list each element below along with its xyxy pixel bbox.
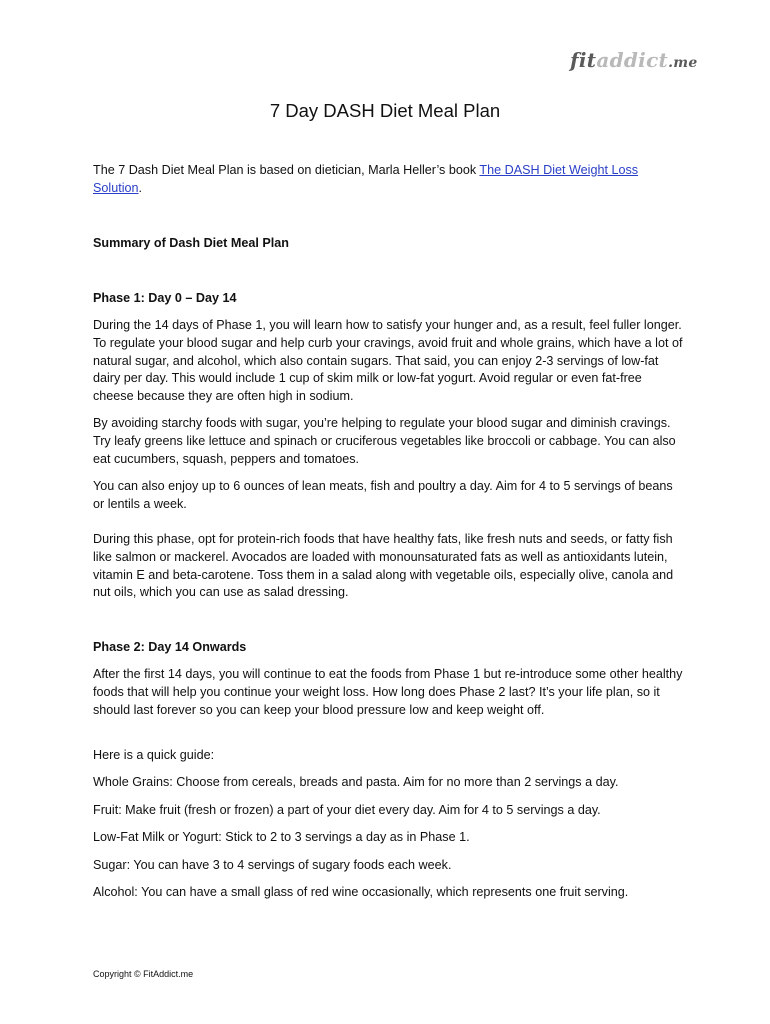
phase2-heading: Phase 2: Day 14 Onwards xyxy=(93,640,247,654)
intro-paragraph xyxy=(93,162,685,198)
guide-alcohol: Alcohol: You can have a small glass of red wine occasionally, which represents one fruit serving. xyxy=(93,885,629,899)
phase2-paragraph-1: After the first 14 days, you will continue to eat the foods from Phase 1 but re-introduce some other healthy foods that will help you continue your weight loss. How long does Phase 2 last? It’s your life plan, so it should last forever so you can keep your blood pressure low and keep weight off. xyxy=(93,667,683,717)
book-link[interactable]: The DASH Diet Weight Loss Solution xyxy=(93,163,639,195)
phase2-guide-intro: Here is a quick guide: xyxy=(93,748,215,762)
intro-text: The 7 Dash Diet Meal Plan is based on dietician, Marla Heller’s book xyxy=(93,163,480,177)
summary-heading: Summary of Dash Diet Meal Plan xyxy=(93,236,289,250)
logo-fit-text: fit xyxy=(570,48,597,72)
intro-end: . xyxy=(138,180,143,195)
phase1-paragraph-3: You can also enjoy up to 6 ounces of lean meats, fish and poultry a day. Aim for 4 to 5 servings of beans or lentils a week. xyxy=(93,479,673,511)
copyright-footer: Copyright © FitAddict.me xyxy=(93,969,194,979)
phase1-paragraph-4: During this phase, opt for protein-rich foods that have healthy fats, like fresh nuts and seeds, or fatty fish like salmon or mackerel. Avocados are loaded with monounsaturated fats as well as antioxidants lutein, vitamin E and beta-carotene. Toss them in a salad along with vegetable oils, especially olive, canola and nut oils, which you can use as salad dressing. xyxy=(93,532,674,600)
phase1-paragraph-1: During the 14 days of Phase 1, you will learn how to satisfy your hunger and, as a result, feel fuller longer. To regulate your blood sugar and help curb your cravings, avoid fruit and whole grains, which have a lot of natural sugar, and alcohol, which also contain sugars. That said, you can enjoy 2-3 servings of low-fat dairy per day. This would include 1 cup of skim milk or low-fat yogurt. Avoid regular or even fat-free cheese because they are often high in sodium. xyxy=(93,318,683,404)
logo-addict-text: addict xyxy=(596,48,669,72)
guide-low-fat-milk: Low-Fat Milk or Yogurt: Stick to 2 to 3 servings a day as in Phase 1. xyxy=(93,830,470,844)
phase1-heading: Phase 1: Day 0 – Day 14 xyxy=(93,291,237,305)
guide-fruit: Fruit: Make fruit (fresh or frozen) a part of your diet every day. Aim for 4 to 5 servings a day. xyxy=(93,803,601,817)
phase1-paragraph-2: By avoiding starchy foods with sugar, you’re helping to regulate your blood sugar and diminish cravings. Try leafy greens like lettuce and spinach or cruciferous vegetables like broccoli or cabbage. You can also eat cucumbers, squash, peppers and tomatoes. xyxy=(93,416,676,466)
guide-whole-grains: Whole Grains: Choose from cereals, breads and pasta. Aim for no more than 2 servings a day. xyxy=(93,775,619,789)
guide-sugar: Sugar: You can have 3 to 4 servings of sugary foods each week. xyxy=(93,858,452,872)
fitaddict-logo[interactable] xyxy=(570,48,698,72)
document-title: 7 Day DASH Diet Meal Plan xyxy=(269,100,501,121)
logo-dotme-text: .me xyxy=(668,55,698,71)
